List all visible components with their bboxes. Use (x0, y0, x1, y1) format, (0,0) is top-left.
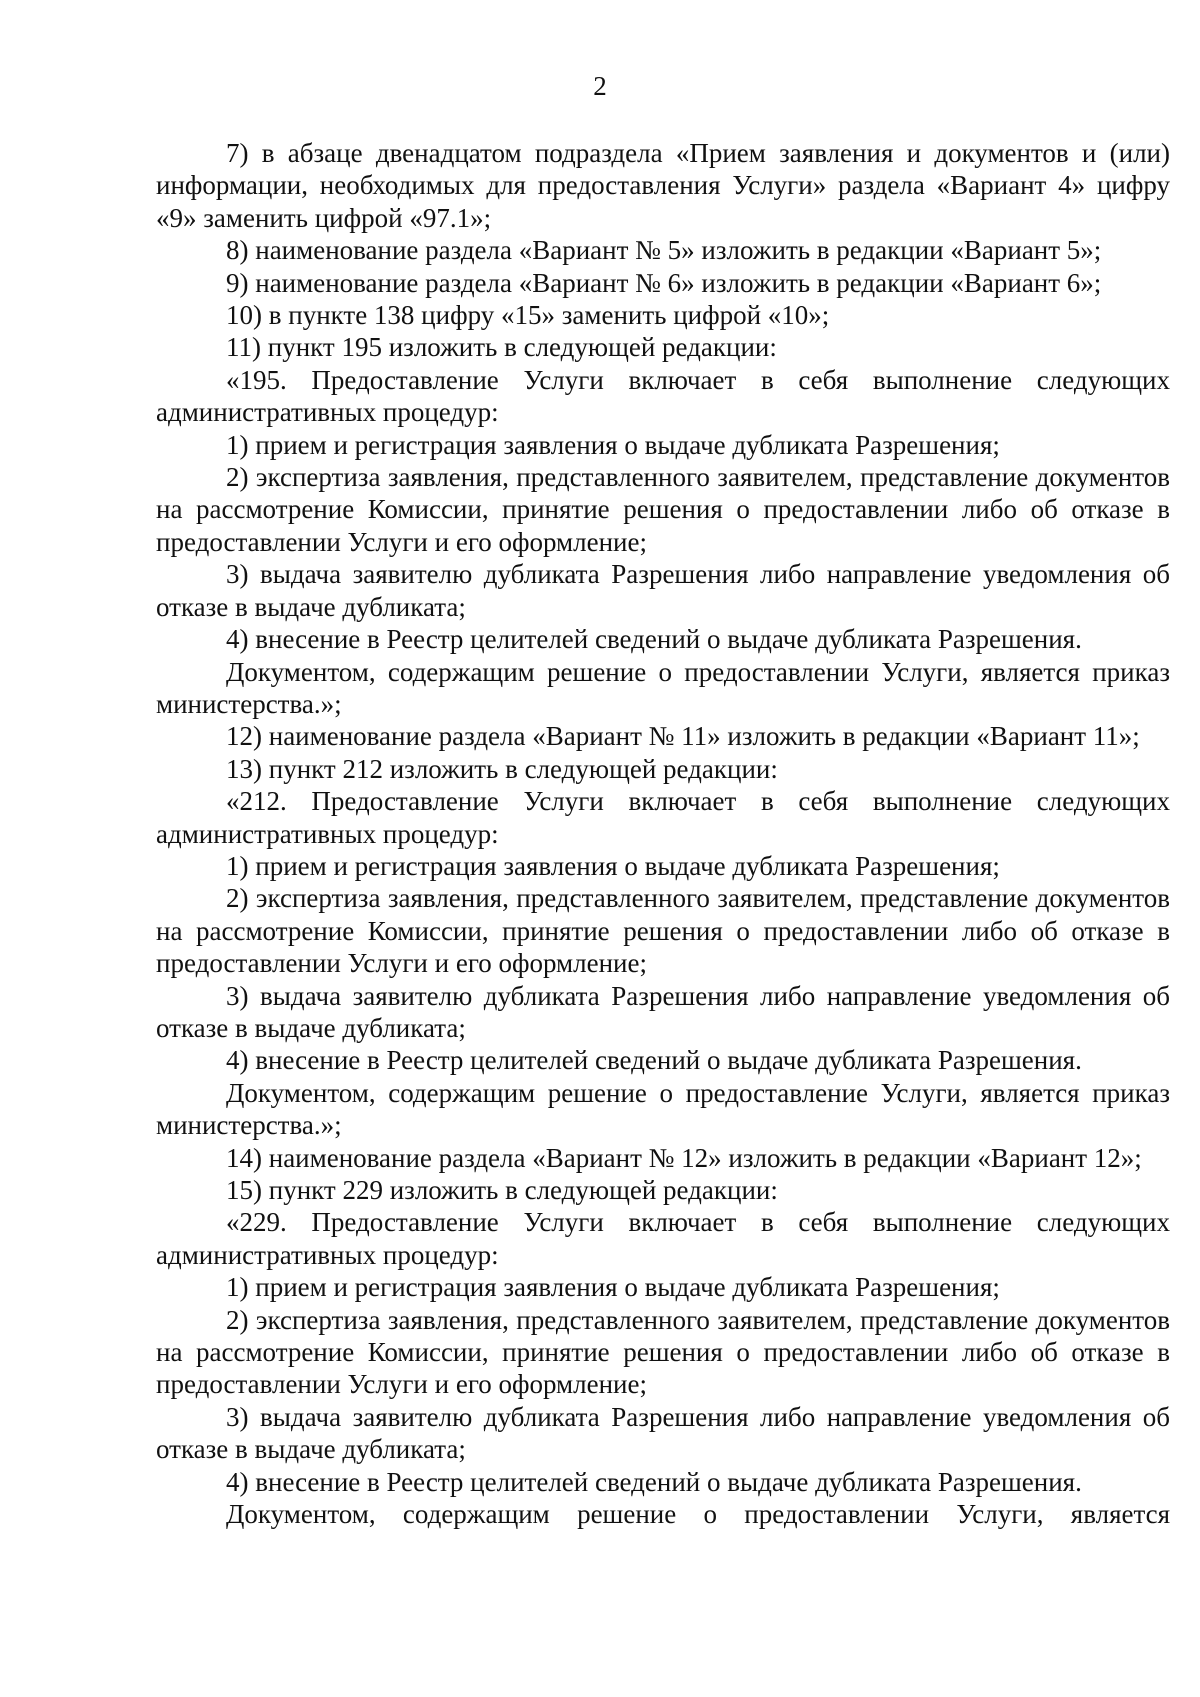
clause-195-conclusion: Документом, содержащим решение о предоставлении Услуги, является приказ министерства.»; (156, 656, 1170, 719)
paragraph-14: 14) наименование раздела «Вариант № 12» изложить в редакции «Вариант 12»; (226, 1142, 1142, 1173)
paragraph-8: 8) наименование раздела «Вариант № 5» изложить в редакции «Вариант 5»; (226, 235, 1102, 266)
paragraph-7: 7) в абзаце двенадцатом подраздела «Прием заявления и документов и (или) информации, необходимых для предоставления Услуги» раздела «Вариант 4» цифру «9» заменить цифрой «97.1»; (156, 138, 1170, 233)
page-number: 2 (593, 71, 607, 101)
paragraph-12: 12) наименование раздела «Вариант № 11» изложить в редакции «Вариант 11»; (226, 721, 1140, 752)
clause-212-item-3: 3) выдача заявителю дубликата Разрешения либо направление уведомления об отказе в выдаче дубликата; (156, 980, 1170, 1043)
clause-229-item-2: 2) экспертиза заявления, представленного заявителем, представление документов на рассмотрение Комиссии, принятие решения о предоставлении либо об отказе в предоставлении Услуги и его оформление; (156, 1304, 1170, 1400)
clause-212-conclusion: Документом, содержащим решение о предоставление Услуги, является приказ министерства.»; (156, 1077, 1170, 1141)
clause-229-conclusion: Документом, содержащим решение о предоставлении Услуги, является (226, 1499, 1170, 1530)
paragraph-15: 15) пункт 229 изложить в следующей редакции: (226, 1175, 778, 1205)
clause-195-item-2: 2) экспертиза заявления, представленного заявителем, представление документов на рассмотрение Комиссии, принятие решения о предоставлении либо об отказе в предоставлении Услуги и его оформление; (156, 462, 1170, 557)
clause-212-item-1: 1) прием и регистрация заявления о выдаче дубликата Разрешения; (226, 850, 1000, 881)
clause-195-intro: «195. Предоставление Услуги включает в себя выполнение следующих административных процедур: (156, 364, 1170, 428)
clause-212-intro: «212. Предоставление Услуги включает в себя выполнение следующих административных процедур: (156, 786, 1170, 849)
paragraph-11: 11) пункт 195 изложить в следующей редакции: (226, 332, 777, 363)
clause-229-item-4: 4) внесение в Реестр целителей сведений о выдаче дубликата Разрешения. (226, 1466, 1082, 1497)
clause-195-item-1: 1) прием и регистрация заявления о выдаче дубликата Разрешения; (226, 429, 1000, 460)
clause-229-item-3: 3) выдача заявителю дубликата Разрешения либо направление уведомления об отказе в выдаче дубликата; (156, 1401, 1170, 1465)
paragraph-10: 10) в пункте 138 цифру «15» заменить цифрой «10»; (226, 300, 830, 331)
clause-212-item-4: 4) внесение в Реестр целителей сведений о выдаче дубликата Разрешения. (226, 1045, 1082, 1076)
clause-195-item-3: 3) выдача заявителю дубликата Разрешения либо направление уведомления об отказе в выдаче дубликата; (156, 559, 1170, 622)
clause-229-item-1: 1) прием и регистрация заявления о выдаче дубликата Разрешения; (226, 1272, 1000, 1303)
clause-212-item-2: 2) экспертиза заявления, представленного заявителем, представление документов на рассмотрение Комиссии, принятие решения о предоставлении либо об отказе в предоставлении Услуги и его оформление; (156, 883, 1170, 979)
paragraph-9: 9) наименование раздела «Вариант № 6» изложить в редакции «Вариант 6»; (226, 267, 1102, 298)
paragraph-13: 13) пункт 212 изложить в следующей редакции: (226, 753, 778, 784)
clause-229-intro: «229. Предоставление Услуги включает в себя выполнение следующих административных процедур: (156, 1207, 1170, 1270)
clause-195-item-4: 4) внесение в Реестр целителей сведений о выдаче дубликата Разрешения. (226, 624, 1082, 655)
document-body (156, 137, 1170, 1530)
